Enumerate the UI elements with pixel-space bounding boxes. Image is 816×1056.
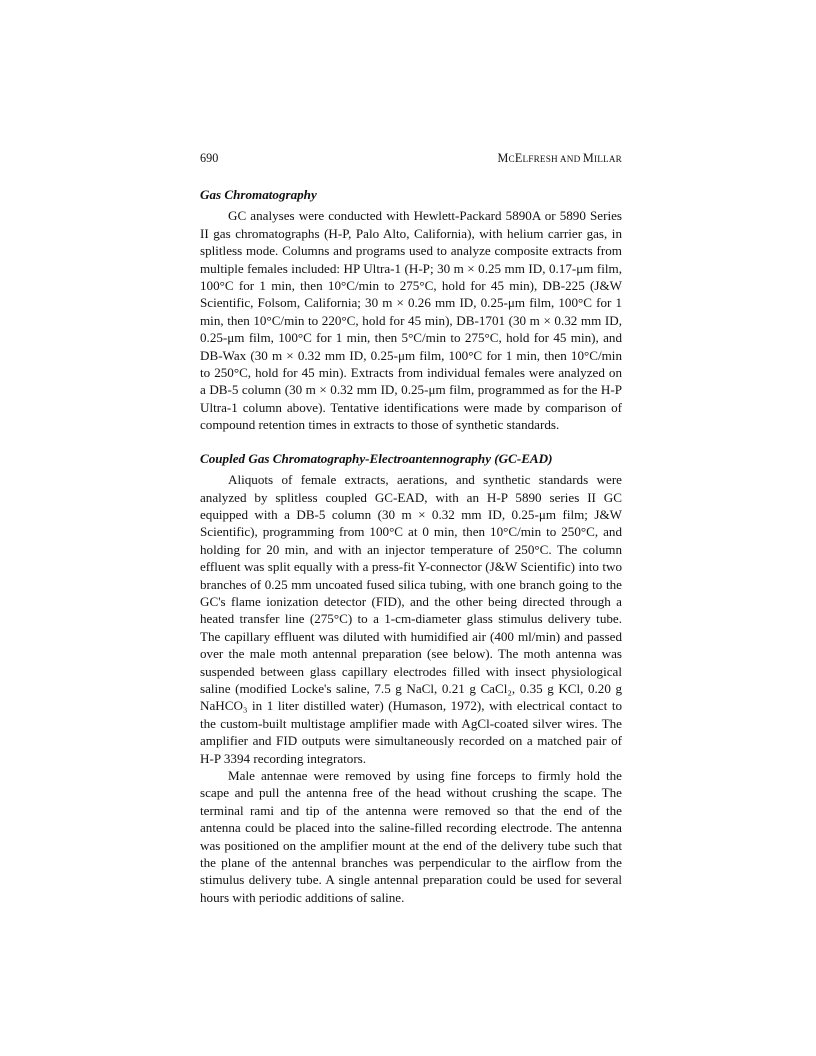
- paragraph-gc-ead-methods: Aliquots of female extracts, aerations, and synthetic standards were analyzed by splitless coupled GC-EAD, with an H-P 5890 series II GC equipped with a DB-5 column (30 m × 0.32 mm ID, 0.25-μm film; J&W Scientific), programming from 100°C at 0 min, then 10°C/min to 250°C, and holding for 20 min, and with an injector temperature of 250°C. The column effluent was split equally with a press-fit Y-connector (J&W Scientific) into two branches of 0.25 mm uncoated fused silica tubing, with one branch going to the GC's flame ionization detector (FID), and the other being directed through a heated transfer line (275°C) to a 1-cm-diameter glass stimulus delivery tube. The capillary effluent was diluted with humidified air (400 ml/min) and passed over the male moth antennal preparation (see below). The moth antenna was suspended between glass capillary electrodes filled with insect physiological saline (modified Locke's saline, 7.5 g NaCl, 0.21 g CaCl₂, 0.35 g KCl, 0.20 g NaHCO₃ in 1 liter distilled water) (Humason, 1972), with electrical contact to the custom-built multistage amplifier made with AgCl-coated silver wires. The amplifier and FID outputs were simultaneously recorded on a matched pair of H-P 3394 recording integrators.: [200, 472, 622, 766]
- paragraph-gc-analyses: GC analyses were conducted with Hewlett-Packard 5890A or 5890 Series II gas chromatographs (H-P, Palo Alto, California), with helium carrier gas, in splitless mode. Columns and programs used to analyze composite extracts from multiple females included: HP Ultra-1 (H-P; 30 m × 0.25 mm ID, 0.17-μm film, 100°C for 1 min, then 10°C/min to 275°C, hold for 45 min), DB-225 (J&W Scientific, Folsom, California; 30 m × 0.26 mm ID, 0.25-μm film, 100°C for 1 min, then 10°C/min to 220°C, hold for 45 min), DB-1701 (30 m × 0.32 mm ID, 0.25-μm film, 100°C for 1 min, then 5°C/min to 275°C, hold for 45 min), and DB-Wax (30 m × 0.32 mm ID, 0.25-μm film, 100°C for 1 min, then 10°C/min to 250°C, hold for 45 min). Extracts from individual females were analyzed on a DB-5 column (30 m × 0.32 mm ID, 0.25-μm film, programmed as for the H-P Ultra-1 column above). Tentative identifications were made by comparison of compound retention times in extracts to those of synthetic standards.: [200, 208, 622, 433]
- page-content: [200, 150, 622, 906]
- running-head-authors: MCELFRESH AND MILLAR: [497, 151, 622, 165]
- section-heading-gas-chromatography: Gas Chromatography: [200, 187, 317, 202]
- section-gap: [200, 434, 622, 450]
- paragraph-antenna-preparation: Male antennae were removed by using fine forceps to firmly hold the scape and pull the antenna free of the head without crushing the scape. The terminal rami and tip of the antenna were removed so that the end of the antenna could be placed into the saline-filled recording electrode. The antenna was positioned on the amplifier mount at the end of the delivery tube such that the plane of the antennal branches was perpendicular to the airflow from the stimulus delivery tube. A single antennal preparation could be used for several hours with periodic additions of saline.: [200, 768, 622, 905]
- page-number: 690: [200, 151, 219, 165]
- running-head: [200, 150, 622, 167]
- section-heading-gc-ead: Coupled Gas Chromatography-Electroantennography (GC-EAD): [200, 450, 553, 466]
